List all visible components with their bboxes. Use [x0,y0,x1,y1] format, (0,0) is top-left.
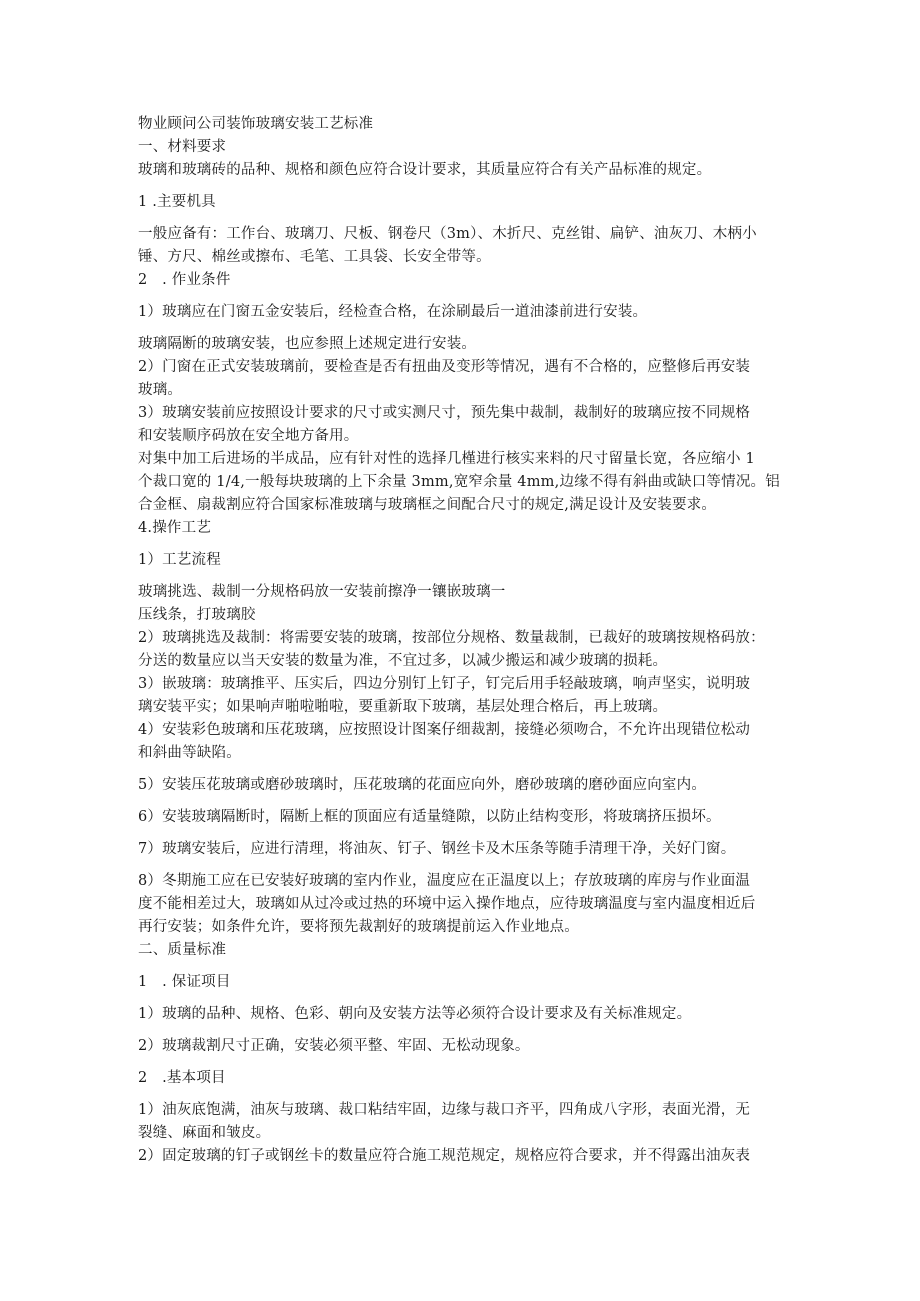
condition-3-line-1: 3）玻璃安装前应按照设计要求的尺寸或实测尺寸，预先集中裁制，裁制好的玻璃应按不同规格 [138,405,751,421]
section-heading-quality: 二、质量标准 [138,942,227,958]
step-5: 5）安装压花玻璃或磨砂玻璃时，压花玻璃的花面应向外，磨砂玻璃的磨砂面应向室内。 [138,777,707,793]
step-4-line-1: 4）安装彩色玻璃和压花玻璃，应按照设计图案仔细裁割，接缝必须吻合，不允许出现错位松动 [138,722,751,738]
process-heading: 4.操作工艺 [138,520,212,536]
step-2-line-2: 分送的数量应以当天安装的数量为准，不宜过多，以减少搬运和减少玻璃的损耗。 [138,653,668,669]
step-8-line-3: 再行安装；如条件允许，要将预先裁割好的玻璃提前运入作业地点。 [138,919,579,935]
flow-heading: 1）工艺流程 [138,552,221,568]
materials-paragraph: 玻璃和玻璃砖的品种、规格和颜色应符合设计要求，其质量应符合有关产品标准的规定。 [138,162,712,178]
basic-1-line-1: 1）油灰底饱满，油灰与玻璃、裁口粘结牢固，边缘与裁口齐平，四角成八字形，表面光滑，无 [138,1102,751,1118]
guarantee-1: 1）玻璃的品种、规格、色彩、朝向及安装方法等必须符合设计要求及有关标准规定。 [138,1006,692,1022]
step-2-line-1: 2）玻璃挑选及裁制：将需要安装的玻璃，按部位分规格、数量裁制，已裁好的玻璃按规格码放： [138,630,765,646]
condition-2-line-1: 2）门窗在正式安装玻璃前，要检查是否有扭曲及变形等情况，遇有不合格的，应整修后再安装 [138,359,751,375]
conditions-heading: 2 . 作业条件 [138,272,231,288]
basic-heading: 2 .基本项目 [138,1070,226,1086]
flow-line-1: 玻璃挑选、裁制一分规格码放一安装前擦净一镶嵌玻璃一 [138,584,506,600]
guarantee-heading: 1 . 保证项目 [138,974,231,990]
step-8-line-1: 8）冬期施工应在已安装好玻璃的室内作业，温度应在正温度以上；存放玻璃的库房与作业面温 [138,873,751,889]
step-6: 6）安装玻璃隔断时，隔断上框的顶面应有适量缝隙，以防止结构变形，将玻璃挤压损坏。 [138,809,721,825]
tools-line-1: 一般应备有：工作台、玻璃刀、尺板、钢卷尺（3m）、木折尺、克丝钳、扁铲、油灰刀、木柄小 [138,226,757,242]
document-title: 物业顾问公司装饰玻璃安装工艺标准 [138,116,374,132]
guarantee-2: 2）玻璃裁割尺寸正确，安装必须平整、牢固、无松动现象。 [138,1038,530,1054]
basic-1-line-2: 裂缝、麻面和皱皮。 [138,1125,271,1141]
tools-line-2: 锤、方尺、棉丝或擦布、毛笔、工具袋、长安全带等。 [138,249,491,265]
flow-line-2: 压线条，打玻璃胶 [138,607,256,623]
step-4-line-2: 和斜曲等缺陷。 [138,745,241,761]
basic-2-line-1: 2）固定玻璃的钉子或钢丝卡的数量应符合施工规范规定，规格应符合要求，并不得露出油灰表 [138,1148,751,1164]
step-3-line-1: 3）嵌玻璃：玻璃推平、压实后，四边分别钉上钉子，钉完后用手轻敲玻璃，响声坚实，说明玻 [138,676,751,692]
section-heading-materials: 一、材料要求 [138,139,227,155]
condition-4-line-1: 对集中加工后进场的半成品，应有针对性的选择几槿进行核实来料的尺寸留量长宽，各应缩小 1 [138,451,755,467]
condition-1: 1）玻璃应在门窗五金安装后，经检查合格，在涂刷最后一道油漆前进行安装。 [138,304,648,320]
step-7: 7）玻璃安装后，应进行清理，将油灰、钉子、钢丝卡及木压条等随手清理干净，关好门窗。 [138,841,736,857]
document-page [138,113,790,1168]
tools-heading: 1 .主要机具 [138,194,216,210]
step-3-line-2: 璃安装平实；如果响声啪啦啪啦，要重新取下玻璃，基层处理合格后，再上玻璃。 [138,699,668,715]
condition-4-line-2: 个裁口宽的 1/4,一般每块玻璃的上下余量 3mm,宽窄余量 4mm,边缘不得有斜曲或缺口等情况。铝 [138,474,780,490]
condition-4-line-3: 合金框、扇裁割应符合国家标准玻璃与玻璃框之间配合尺寸的规定,满足设计及安装要求。 [138,497,717,513]
condition-3-line-2: 和安装顺序码放在安全地方备用。 [138,428,359,444]
condition-1b: 玻璃隔断的玻璃安装，也应参照上述规定进行安装。 [138,336,477,352]
condition-2-line-2: 玻璃。 [138,382,183,398]
step-8-line-2: 度不能相差过大，玻璃如从过冷或过热的环境中运入操作地点，应待玻璃温度与室内温度相近后 [138,896,756,912]
